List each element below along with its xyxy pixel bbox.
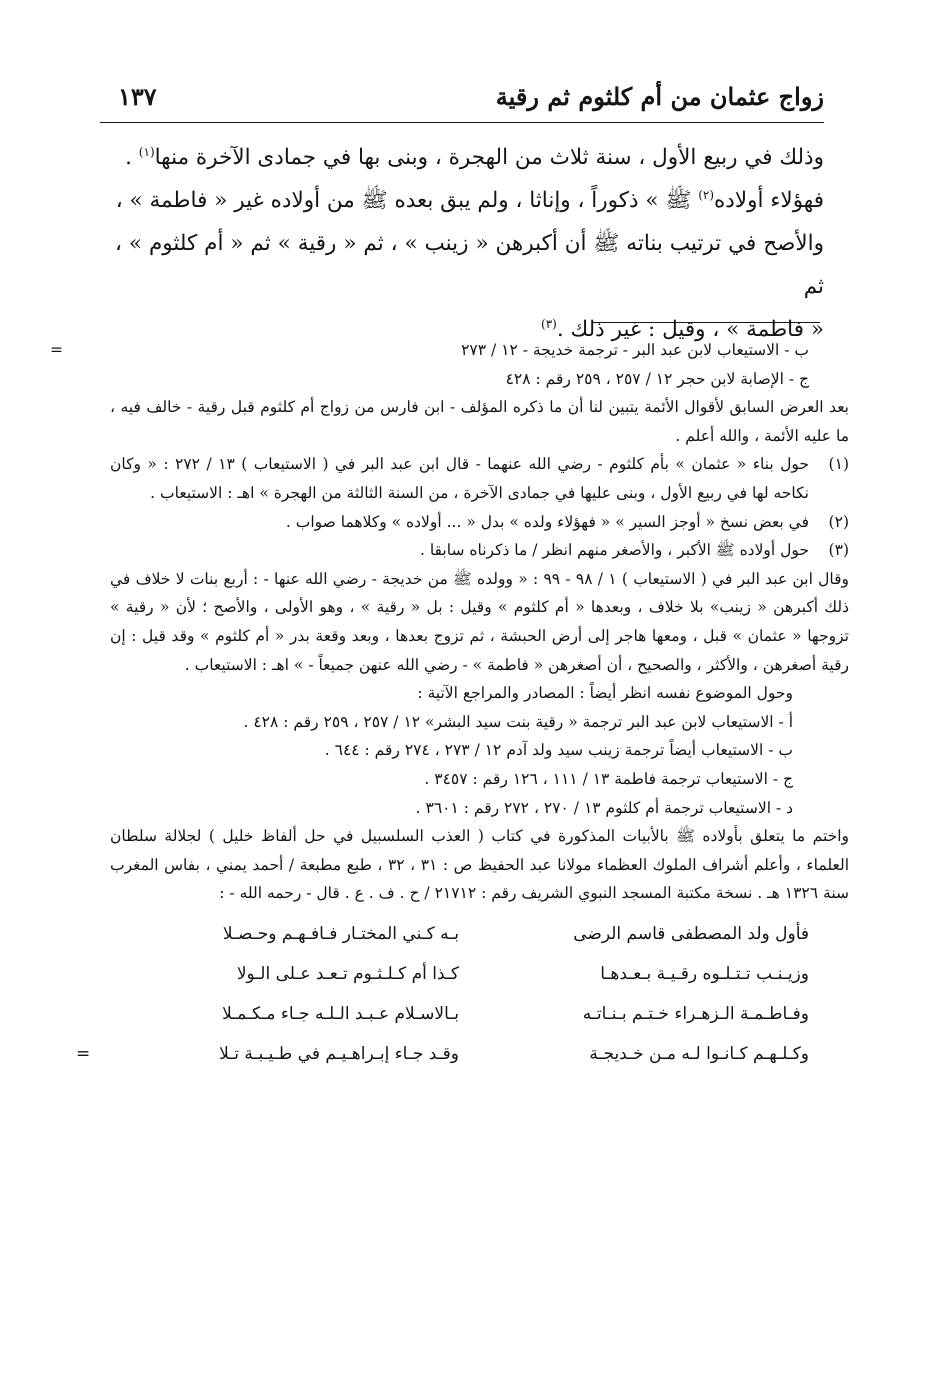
footnote-ref-2: (٢) (698, 187, 715, 202)
poem-first-hemistich: فأول ولد المصطفى قاسم الرضى (573, 923, 809, 944)
footnote-1 (110, 450, 849, 507)
poem-verse (110, 914, 849, 954)
poem-verse (110, 994, 849, 1034)
poem-second-hemistich: كـذا أم كـلـثـوم تـعـد عـلى الـولا (236, 963, 459, 984)
footnote-separator (592, 322, 820, 323)
poem-second-hemistich: بـالاسـلام عـبـد الـلـه جـاء مـكـمـلا (222, 1003, 459, 1024)
footnote-number: (٣) (828, 541, 849, 560)
body-line-4: « فاطمة » ، وقيل : غير ذلك .$^{(٣)}$ (541, 316, 824, 342)
footnote-continuation (50, 336, 849, 450)
footnote-text: حول أولاده ﷺ الأكبر ، والأصغر منهم انظر / ما ذكرناه سابقا . (419, 541, 809, 560)
poem-second-hemistich: وقـد جـاء إبـراهـيـم في طـيـبـة تـلا (219, 1043, 459, 1064)
running-title: زواج عثمان من أم كلثوم ثم رقية (495, 82, 824, 111)
continued-marker: = (50, 341, 63, 359)
page-header (100, 82, 824, 122)
header-rule (100, 122, 824, 123)
source-item: ج - الاستيعاب ترجمة فاطمة ١٣ / ١١١ ، ١٢٦ رقم : ٣٤٥٧ . (424, 769, 793, 788)
continued-marker: = (76, 1043, 91, 1064)
footnote-paragraph: وقال ابن عبد البر في ( الاستيعاب ) ١ / ٩٨ - ٩٩ : « وولده ﷺ من خديجة - رضي الله عنها - : أربع بنات لا خلاف في ذلك أكبرهن « زينب» بلا خلاف ، وبعدها « أم كلثوم » وقيل : بل « رقية » ، وهو الأولى ، والأصح ؛ لأن « رقية » تزوجها « عثمان » قبل ، ومعها هاجر إلى أرض الحبشة ، ثم تزوج بعدها ، وبعد وقعة بدر « أم كلثوم » وقد قيل : إن رقية أصغرهن ، والأكثر ، والصحيح ، أن أصغرهن « فاطمة » - رضي الله عنهن جميعاً - » اهـ : الاستيعاب . (110, 569, 850, 674)
source-item: د - الاستيعاب ترجمة أم كلثوم ١٣ / ٢٧٠ ، ٢٧٢ رقم : ٣٦٠١ . (415, 798, 793, 817)
footnote-paragraph: واختم ما يتعلق بأولاده ﷺ بالأبيات المذكورة في كتاب ( العذب السلسبيل في حل ألفاظ خليل ) لجلالة سلطان العلماء ، وأعلم أشراف الملوك العظماء مولانا عبد الحفيظ ص : ٣١ ، ٣٢ ، طبع مطبعة / أحمد يمني ، بفاس المغرب سنة ١٣٢٦ هـ . نسخة مكتبة المسجد النبوي الشريف رقم : ٢١٧١٢ / ح . ف . ع . قال - رحمه الله - : (110, 827, 850, 903)
footnote-text: حول بناء « عثمان » بأم كلثوم - رضي الله عنهما - قال ابن عبد البر في ( الاستيعاب ) ١٣ / ٢٧٢ : « وكان نكاحه لها في ربيع الأول ، وبنى عليها في جمادى الآخرة ، من السنة الثالثة من الهجرة » اهـ : الاستيعاب . (110, 455, 809, 502)
poem-verse (110, 954, 849, 994)
footnote-paragraph: بعد العرض السابق لأقوال الأئمة يتبين لنا أن ما ذكره المؤلف - ابن فارس من زواج أم كلثوم قبل رقية - خالف فيه ، ما عليه الأئمة ، والله أعلم . (110, 398, 849, 445)
source-item: ب - الاستيعاب أيضاً ترجمة زينب سيد ولد آدم ١٢ / ٢٧٣ ، ٢٧٤ رقم : ٦٤٤ . (324, 741, 793, 760)
footnote-3 (110, 536, 849, 565)
poem (76, 914, 849, 1074)
source-item: ج - الإصابة لابن حجر ١٢ / ٢٥٧ ، ٢٥٩ رقم : ٤٢٨ (505, 369, 809, 388)
page-number: ١٣٧ (118, 82, 157, 111)
poem-first-hemistich: وكـلـهـم كـانـوا لـه مـن خـديجـة (589, 1043, 809, 1064)
footnote-ref-1: (١) (138, 144, 155, 159)
footnote-number: (٢) (828, 512, 849, 531)
footnote-number: (١) (828, 455, 849, 474)
poem-verse (76, 1034, 849, 1074)
poem-first-hemistich: وزيـنـب تـتـلـوه رقـيـة بـعـدهـا (600, 963, 809, 984)
body-line-2: فهؤلاء أولاده$^{(٢)}$ ﷺ » ذكوراً ، وإناثا ، ولم يبق بعده ﷺ من أولاده غير « فاطمة » ، (115, 187, 824, 213)
poem-second-hemistich: بـه كـني المختـار فـافـهـم وحـصـلا (222, 923, 459, 944)
poem-first-hemistich: وفـاطـمـة الـزهـراء خـتـم بـنـاتـه (582, 1003, 809, 1024)
footnote-ref-3: (٣) (541, 316, 557, 331)
footnote-text: في بعض نسخ « أوجز السير » « فهؤلاء ولده » بدل « ... أولاده » وكلاهما صواب . (285, 512, 809, 531)
body-line-3: والأصح في ترتيب بناته ﷺ أن أكبرهن « زينب » ، ثم « رقية » ثم « أم كلثوم » ، ثم (115, 231, 824, 299)
footnotes (50, 336, 850, 1074)
source-item: ب - الاستيعاب لابن عبد البر - ترجمة خديجة - ١٢ / ٢٧٣ (461, 341, 809, 359)
main-text (115, 136, 824, 351)
footnote-paragraph: وحول الموضوع نفسه انظر أيضاً : المصادر والمراجع الآتية : (417, 684, 793, 703)
body-line-1: وذلك في ربيع الأول ، سنة ثلاث من الهجرة ، وبنى بها في جمادى الآخرة منها$^{(١)}$ . (125, 144, 824, 170)
footnote-2 (110, 508, 849, 537)
source-item: أ - الاستيعاب لابن عبد البر ترجمة « رقية بنت سيد البشر» ١٢ / ٢٥٧ ، ٢٥٩ رقم : ٤٢٨ . (243, 712, 793, 731)
